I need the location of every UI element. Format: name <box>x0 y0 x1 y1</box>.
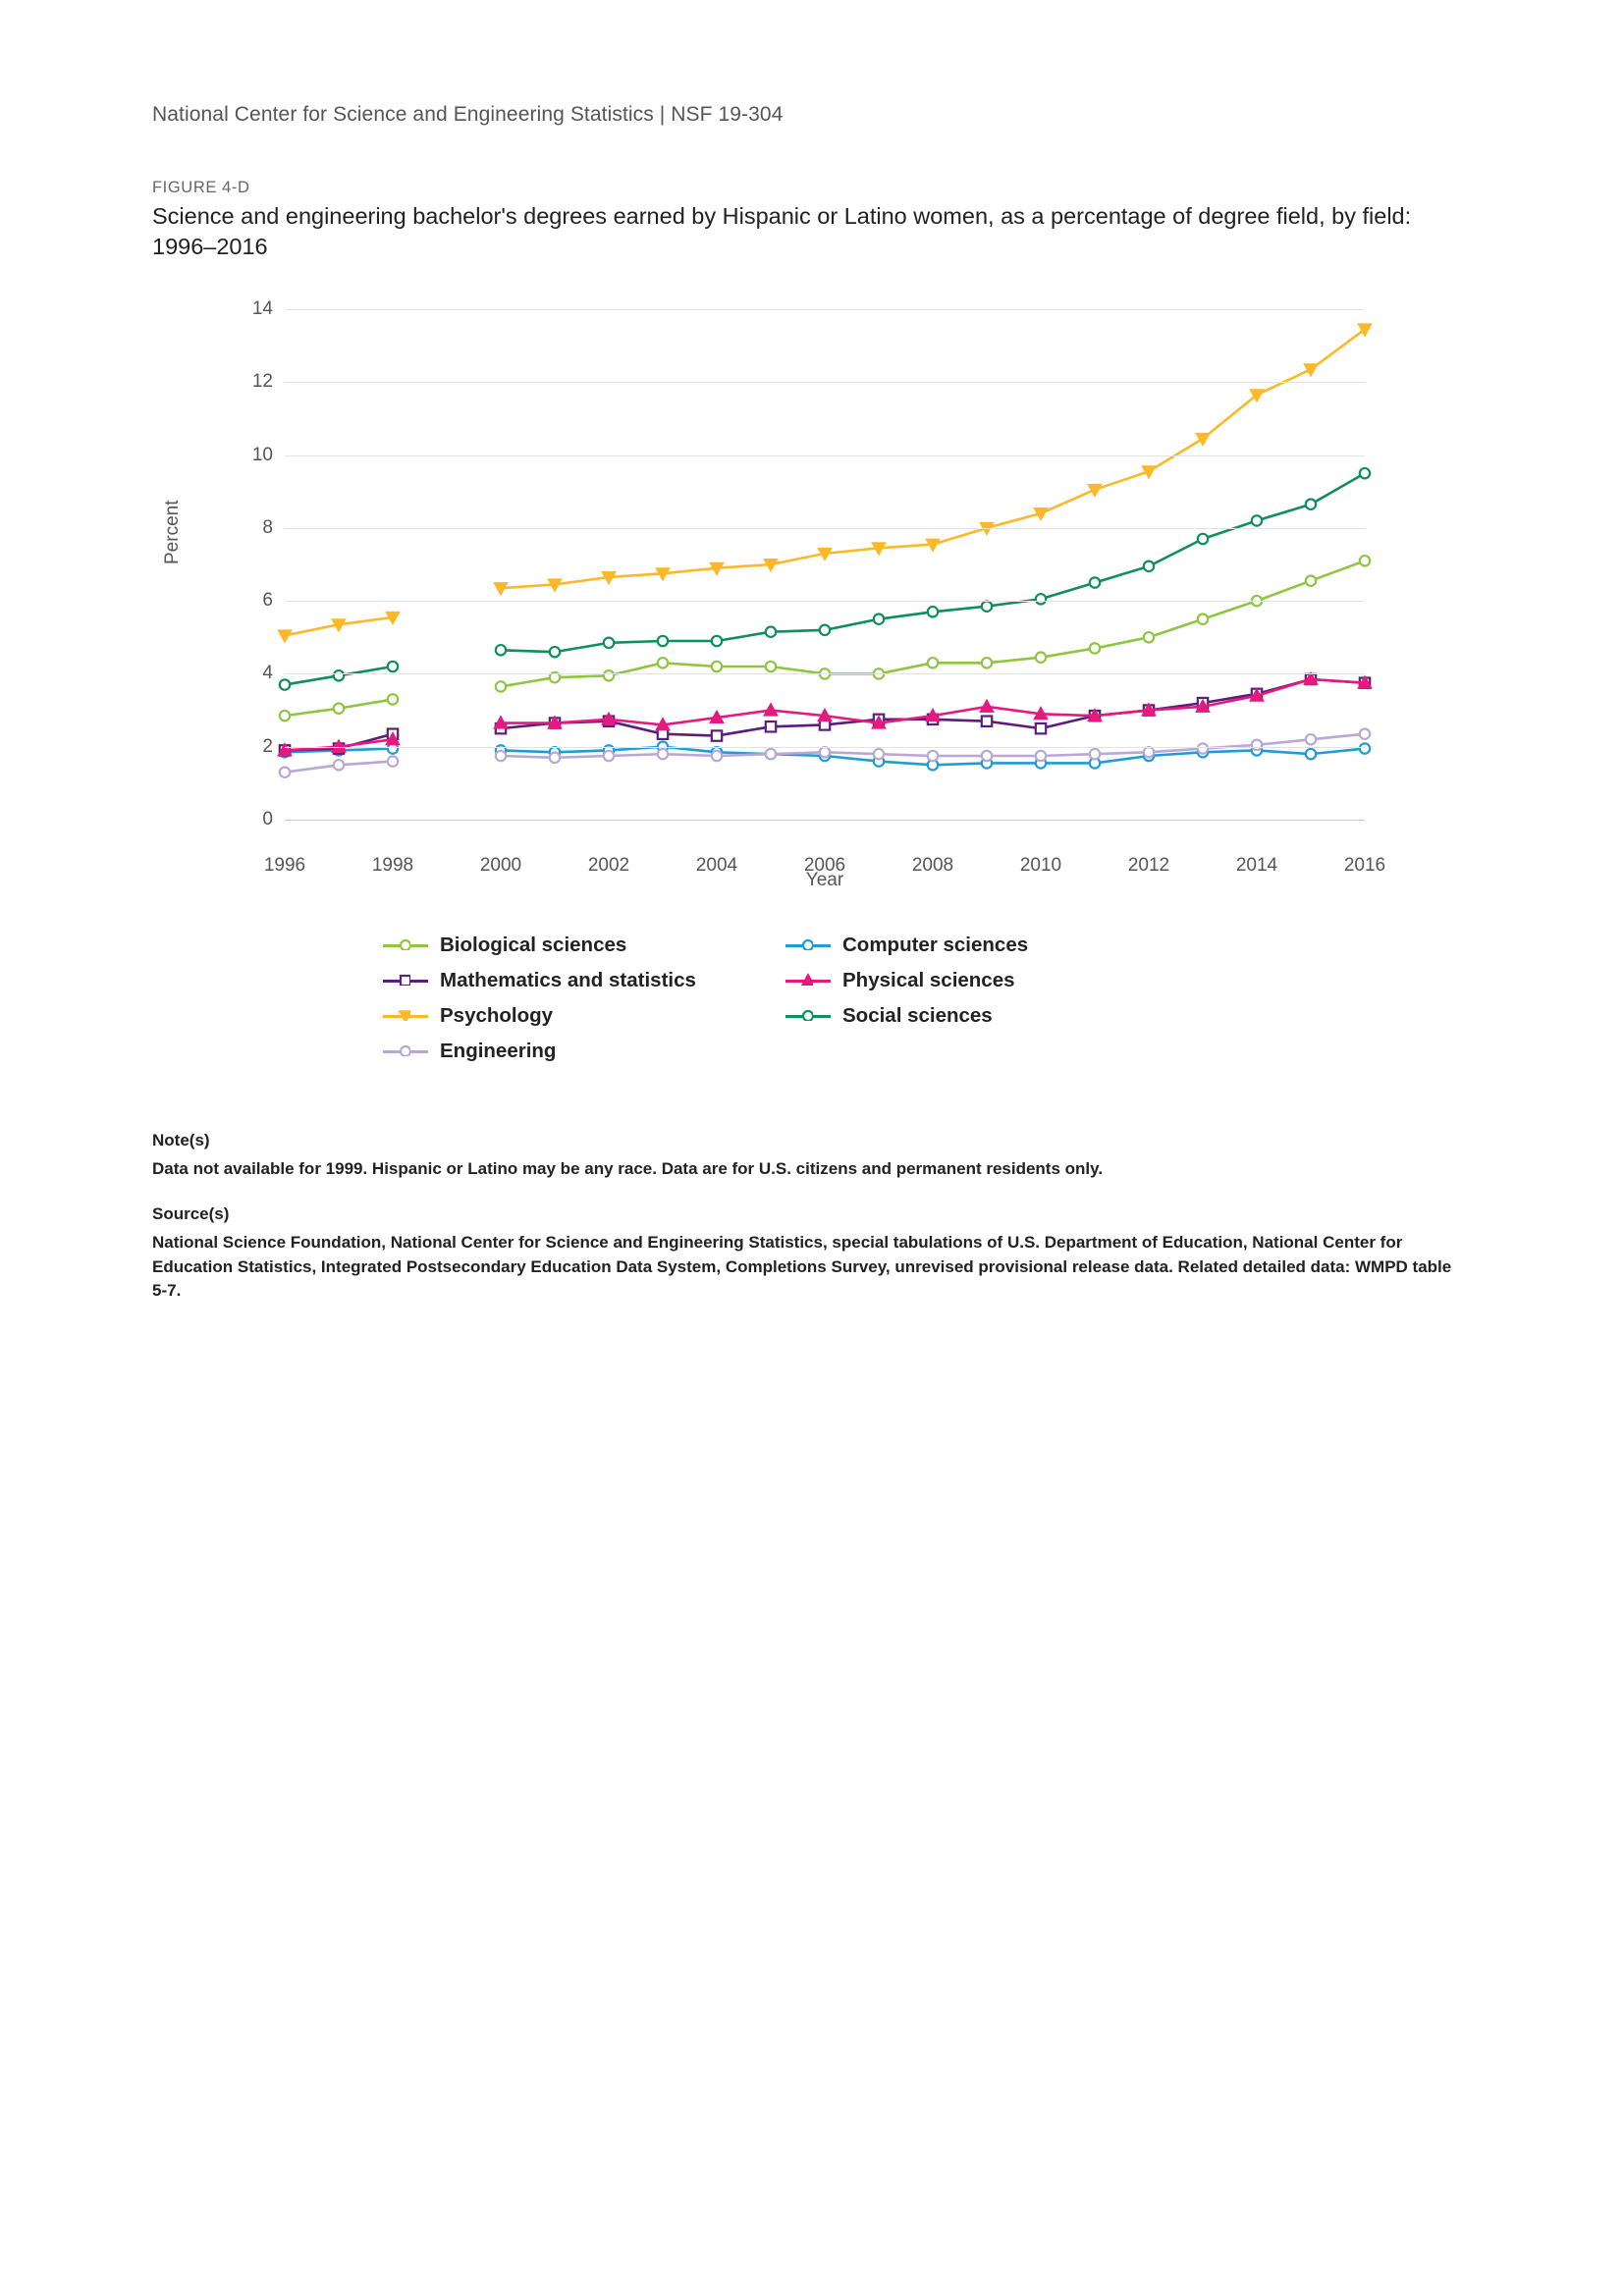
notes-text: Data not available for 1999. Hispanic or Latino may be any race. Data are for U.S. citizens and permanent residents only. <box>152 1158 1104 1178</box>
legend-item-label: Psychology <box>440 1004 554 1027</box>
plot-area <box>251 298 1386 876</box>
legend-item-label: Physical sciences <box>842 969 1015 991</box>
series-social-sciences <box>280 468 1370 690</box>
legend-swatch-icon <box>383 972 428 989</box>
y-gridline <box>285 455 1365 456</box>
x-tick-label: 2010 <box>1019 855 1062 876</box>
legend-item-label: Social sciences <box>842 1004 993 1027</box>
y-tick-label: 8 <box>262 516 273 538</box>
legend-item-label: Computer sciences <box>842 934 1029 956</box>
legend-swatch-icon <box>785 936 831 954</box>
series-engineering <box>280 729 1370 777</box>
y-gridline <box>285 382 1365 383</box>
chart <box>152 285 1478 913</box>
y-tick-label: 10 <box>251 444 273 465</box>
legend-swatch-icon <box>383 1042 428 1060</box>
y-gridline <box>285 601 1365 602</box>
y-gridline <box>285 820 1365 821</box>
x-tick-label: 2014 <box>1235 855 1278 876</box>
x-tick-label: 2008 <box>911 855 954 876</box>
x-tick-label: 1996 <box>263 855 306 876</box>
legend-item-biological-sciences[interactable] <box>383 928 785 963</box>
y-tick-label: 14 <box>251 298 273 319</box>
y-gridline <box>285 309 1365 310</box>
report-header: National Center for Science and Engineering Statistics | NSF 19-304 <box>152 103 784 126</box>
y-tick-label: 2 <box>262 735 273 757</box>
source-label: Source(s) <box>152 1204 230 1224</box>
legend-item-label: Biological sciences <box>440 934 627 956</box>
x-tick-label: 2016 <box>1343 855 1386 876</box>
x-tick-label: 2000 <box>479 855 522 876</box>
legend-item-label: Engineering <box>440 1040 557 1062</box>
series-physical-sciences <box>279 673 1372 756</box>
y-tick-label: 4 <box>262 663 273 684</box>
series-biological-sciences <box>280 556 1370 721</box>
x-tick-label: 2004 <box>695 855 738 876</box>
notes-section <box>152 1129 1468 1325</box>
series-psychology <box>279 324 1372 642</box>
legend-swatch-icon <box>785 1007 831 1025</box>
legend-swatch-icon <box>383 936 428 954</box>
y-tick-label: 12 <box>251 371 273 393</box>
legend-swatch-icon <box>383 1007 428 1025</box>
source-text: National Science Foundation, National Center for Science and Engineering Statistics, special tabulations of U.S. Department of Education, National Center for Education Statistics, Integrated Postsecondary Education Data System, Completions Survey, unrevised provisional release data. Related detailed data: WMPD table 5-7. <box>152 1232 1452 1301</box>
legend-item-label: Mathematics and statistics <box>440 969 696 991</box>
legend-item-physical-sciences[interactable] <box>785 963 1159 998</box>
x-tick-label: 2006 <box>803 855 846 876</box>
legend-item-computer-sciences[interactable] <box>785 928 1159 963</box>
legend-item-psychology[interactable] <box>383 998 785 1034</box>
x-tick-label: 2002 <box>587 855 630 876</box>
legend-column-2 <box>785 928 1159 1034</box>
y-axis-label: Percent <box>162 500 183 564</box>
legend-column-3 <box>383 1034 785 1069</box>
y-tick-label: 6 <box>262 590 273 612</box>
y-gridline <box>285 747 1365 748</box>
legend-column-1 <box>383 928 785 1034</box>
x-tick-label: 2012 <box>1127 855 1170 876</box>
legend <box>383 928 1168 1069</box>
y-gridline <box>285 528 1365 529</box>
x-tick-label: 1998 <box>371 855 414 876</box>
figure-title: Science and engineering bachelor's degrees earned by Hispanic or Latino women, as a percentage of degree field, by field: 1996–2016 <box>152 203 1412 260</box>
figure-number: FIGURE 4-D <box>152 179 250 196</box>
y-tick-label: 0 <box>262 809 273 829</box>
legend-item-social-sciences[interactable] <box>785 998 1159 1034</box>
legend-item-engineering[interactable] <box>383 1034 785 1069</box>
notes-label: Note(s) <box>152 1131 210 1149</box>
legend-item-mathematics-and-statistics[interactable] <box>383 963 785 998</box>
y-gridline <box>285 673 1365 674</box>
legend-swatch-icon <box>785 972 831 989</box>
series-lines <box>285 309 1365 820</box>
x-axis-label: Year <box>805 870 844 890</box>
